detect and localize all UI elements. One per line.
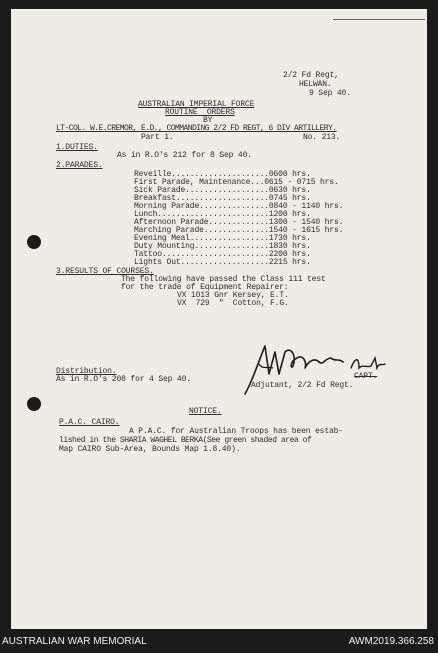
parade-row: Evening Meal.................1730 hrs. [134, 234, 311, 243]
parade-row: Morning Parade...............0840 - 1140 hrs. [134, 202, 344, 211]
courses-line: The following have passed the Class 111 test [121, 275, 326, 284]
title-force: AUSTRALIAN IMPERIAL FORCE [138, 100, 255, 109]
courses-heading: 3.RESULTS OF COURSES. [56, 267, 154, 276]
footer-institution: AUSTRALIAN WAR MEMORIAL [2, 636, 147, 647]
parades-heading: 2.PARADES. [56, 161, 103, 170]
parade-row: Duty Mounting................1830 hrs. [134, 242, 311, 251]
notice-line: A P.A.C. for Australian Troops has been estab- [129, 427, 343, 436]
distribution-text: As in R.O's 208 for 4 Sep 40. [56, 375, 191, 384]
title-orders: ROUTINE ORDERS [165, 108, 235, 117]
parade-row: Breakfast....................0745 hrs. [134, 194, 311, 203]
parade-row: Marching Parade..............1540 - 1615 hrs. [134, 226, 344, 235]
duties-heading: 1.DUTIES. [56, 143, 98, 152]
header-date: 9 Sep 40. [309, 89, 351, 98]
parade-row: Afternoon Parade.............1300 - 1540 hrs. [134, 218, 344, 227]
notice-subheading: P.A.C. CAIRO. [59, 418, 120, 427]
archive-footer [0, 631, 438, 653]
header-unit: 2/2 Fd Regt, [283, 71, 339, 80]
parade-row: Sick Parade..................0630 hrs. [134, 186, 311, 195]
notice-line: Map CAIRO Sub-Area, Bounds Map 1.8.40). [59, 445, 241, 454]
title-by: BY [203, 116, 213, 125]
punch-hole-bottom [27, 397, 41, 411]
notice-heading: NOTICE. [189, 407, 222, 416]
parade-row: Lights Out...................2215 hrs. [134, 258, 311, 267]
notice-line: lished in the SHARIA WAGHEL BERKA(See green shaded area of [59, 436, 312, 445]
distribution-heading: Distribution. [56, 367, 117, 376]
parade-row: First Parade, Maintenance...0615 - 0715 hrs. [134, 178, 339, 187]
parade-row: Reveille.....................0600 hrs. [134, 170, 311, 179]
punch-hole-top [27, 235, 41, 249]
parade-row: Lunch........................1200 hrs. [134, 210, 311, 219]
signature-rank: CAPT. [354, 372, 378, 381]
top-rule [333, 19, 425, 20]
header-location: HELWAN. [299, 80, 332, 89]
title-part: Part 1. [141, 133, 174, 142]
courses-line: for the trade of Equipment Repairer: [121, 283, 289, 292]
parade-row: Tattoo.......................2200 hrs. [134, 250, 311, 259]
title-number: No. 213. [303, 133, 341, 142]
duties-text: As in R.O's 212 for 8 Sep 40. [117, 151, 252, 160]
courses-line: VX 1013 Gnr Kersey, E.T. [177, 291, 289, 300]
signature-appointment: Adjutant, 2/2 Fd Regt. [251, 381, 354, 390]
document-page [11, 9, 427, 629]
title-commander: LT-COL. W.E.CREMOR, E.D., COMMANDING 2/2 FD REGT, 6 DIV ARTILLERY. [56, 124, 337, 133]
courses-line: VX 729 " Cotton, F.G. [177, 299, 289, 308]
footer-accession-number: AWM2019.366.258 [348, 636, 434, 647]
